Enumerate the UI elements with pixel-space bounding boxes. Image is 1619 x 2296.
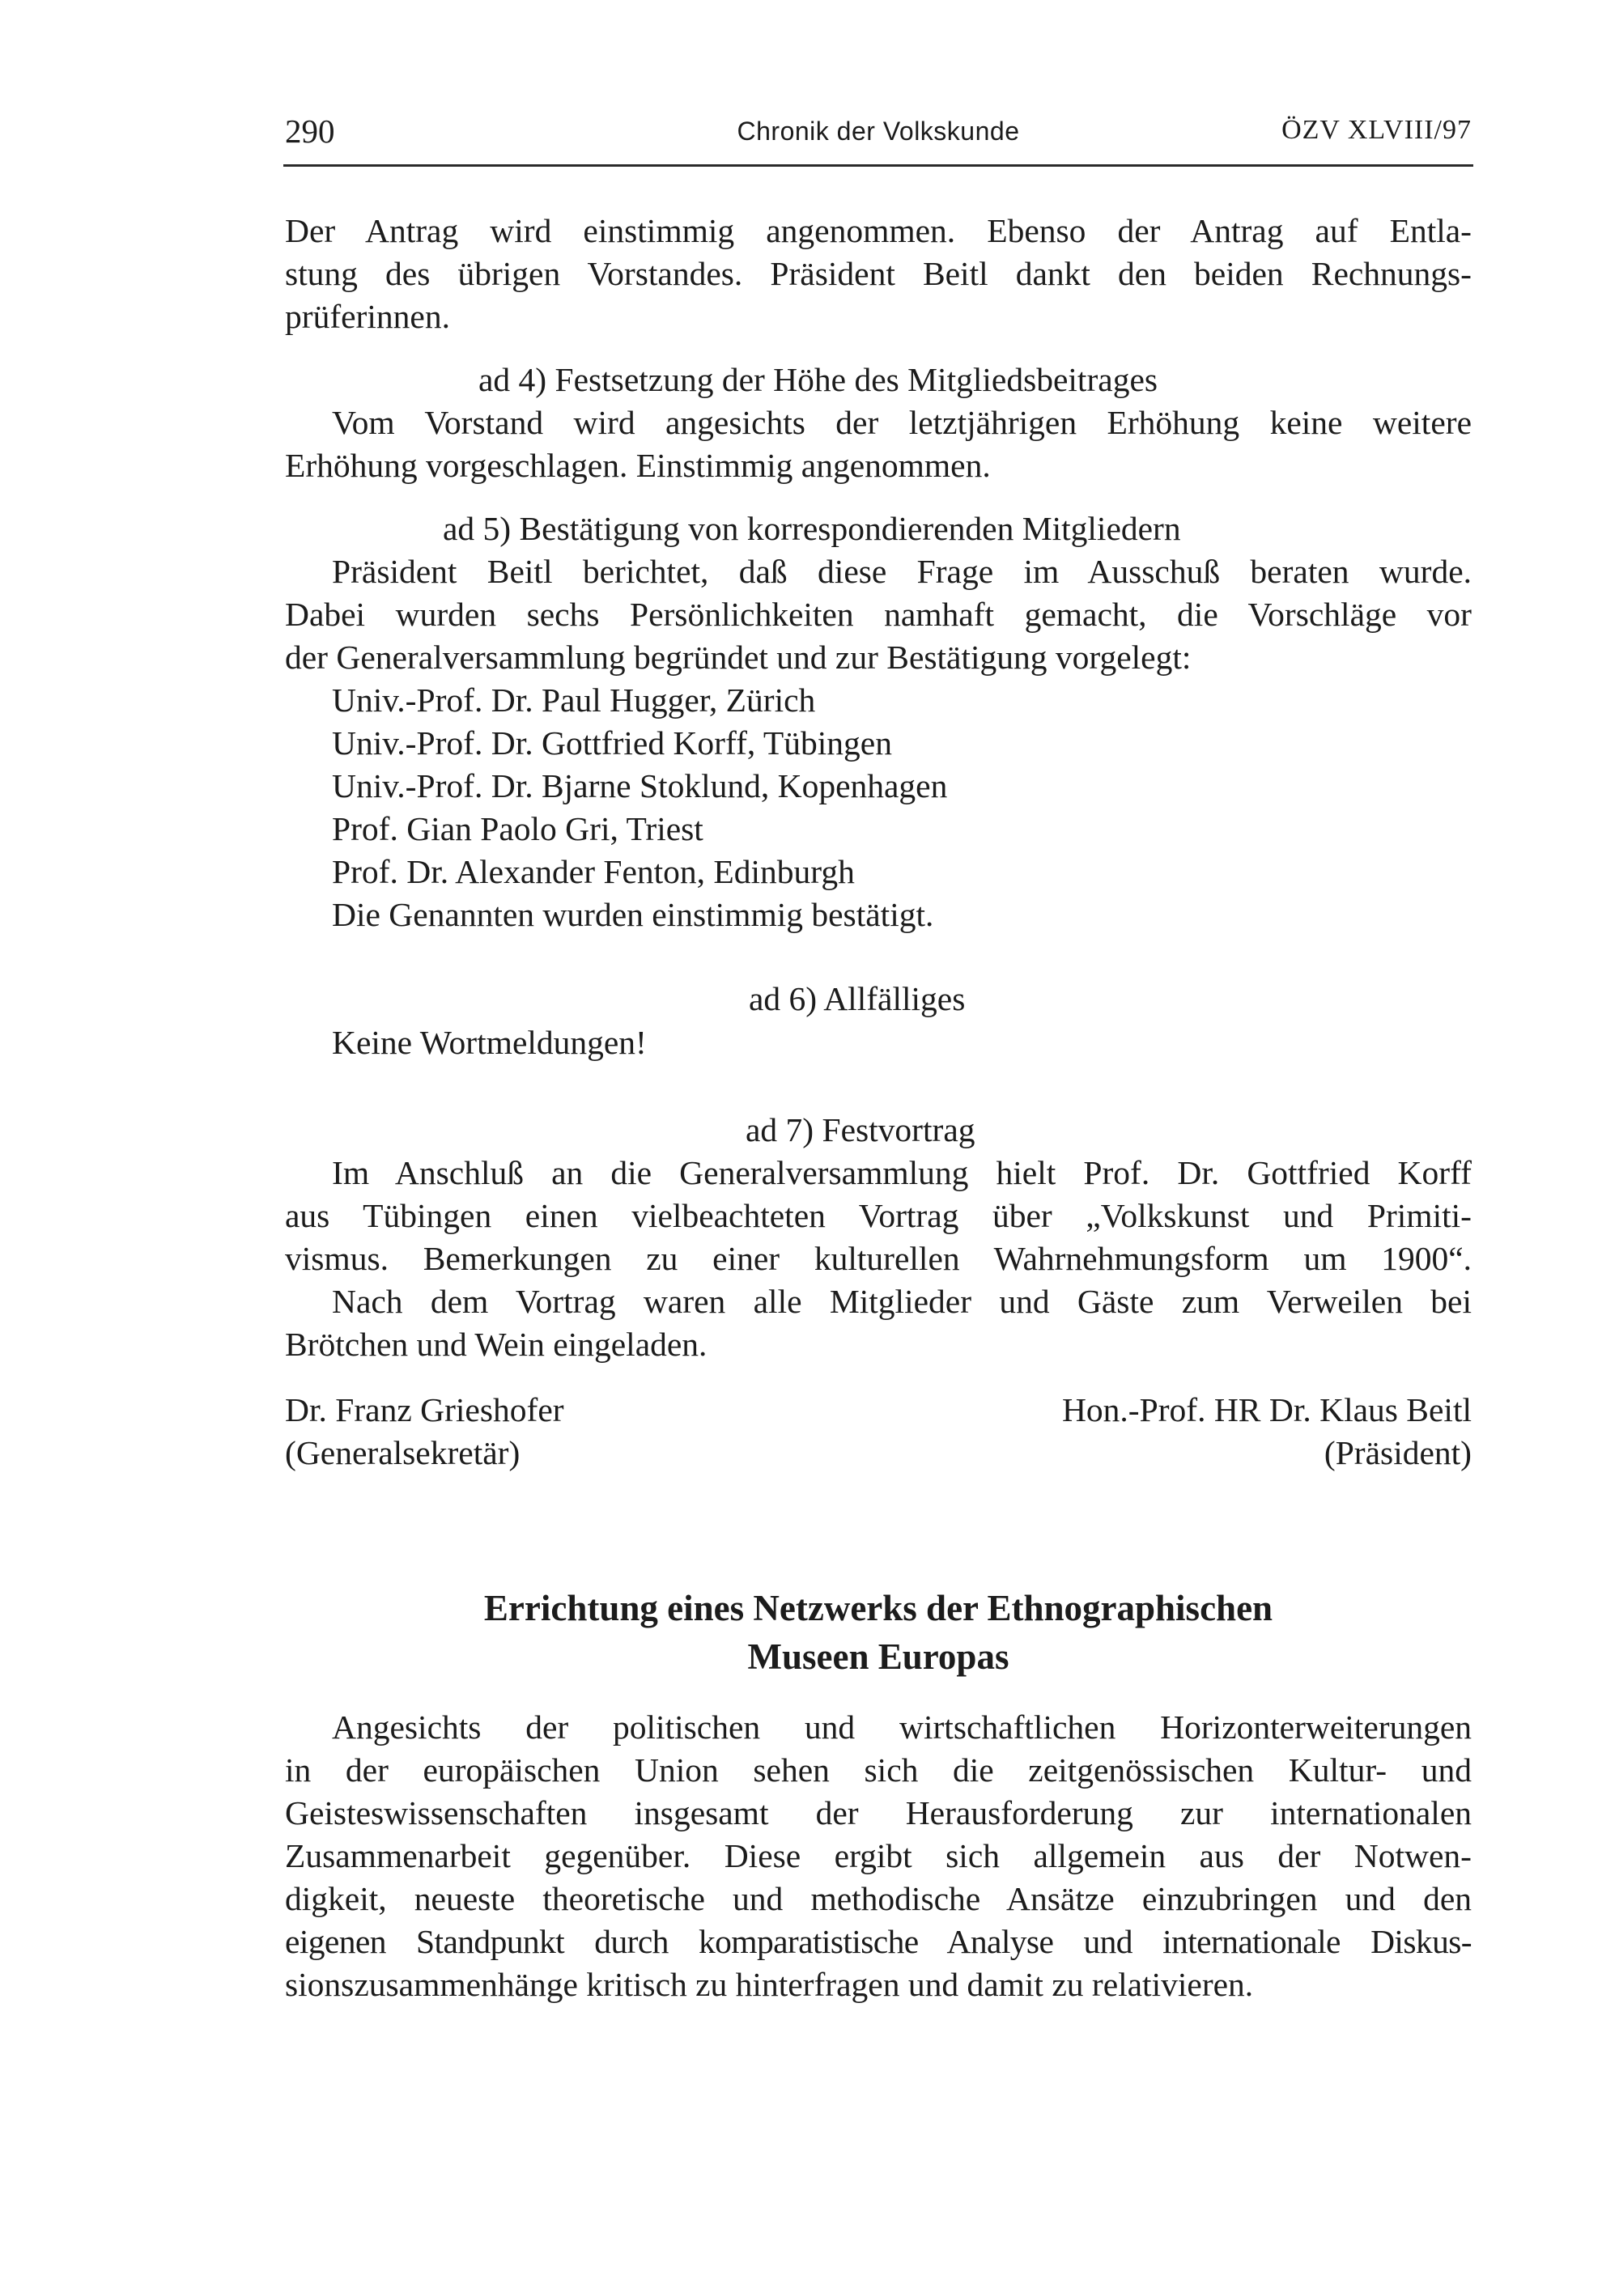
article-body-line-3: Geisteswissenschaften insgesamt der Herausforderung zur internationalen [285, 1794, 1472, 1831]
ad7-line-4: Nach dem Vortrag waren alle Mitglieder und Gäste zum Verweilen bei [332, 1283, 1472, 1320]
ad7-line-2: aus Tübingen einen vielbeachteten Vortrag über „Volkskunst und Primiti- [285, 1197, 1472, 1234]
signature-right-name: Hon.-Prof. HR Dr. Klaus Beitl [1061, 1391, 1472, 1428]
minutes-paragraph-1-line-3: prüferinnen. [285, 298, 450, 335]
ad7-line-3: vismus. Bemerkungen zu einer kulturellen Wahrnehmungsform um 1900“. [285, 1240, 1472, 1277]
journal-volume: ÖZV XLVIII/97 [1281, 115, 1472, 145]
minutes-paragraph-1-line-2: stung des übrigen Vorstandes. Präsident Beitl dankt den beiden Rechnungs- [285, 255, 1472, 292]
article-body-line-6: eigenen Standpunkt durch komparatistische Analyse und internationale Diskus- [285, 1923, 1472, 1960]
ad4-line-1: Vom Vorstand wird angesichts der letztjährigen Erhöhung keine weitere [332, 404, 1472, 441]
member-list-item: Prof. Dr. Alexander Fenton, Edinburgh [332, 853, 855, 890]
ad4-line-2: Erhöhung vorgeschlagen. Einstimmig angenommen. [285, 447, 991, 484]
ad7-line-5: Brötchen und Wein eingeladen. [285, 1326, 708, 1363]
header-rule [283, 164, 1473, 167]
running-header [285, 108, 1472, 157]
signature-left-role: (Generalsekretär) [285, 1434, 521, 1471]
article-body-line-7: sionszusammenhänge kritisch zu hinterfragen und damit zu relativieren. [285, 1966, 1254, 2003]
ad7-line-1: Im Anschluß an die Generalversammlung hielt Prof. Dr. Gottfried Korff [332, 1154, 1472, 1191]
article-body-line-4: Zusammenarbeit gegenüber. Diese ergibt sich allgemein aus der Notwen- [285, 1837, 1472, 1874]
page-number: 290 [285, 112, 335, 150]
member-list-item: Univ.-Prof. Dr. Paul Hugger, Zürich [332, 681, 816, 719]
article-body-line-1: Angesichts der politischen und wirtschaftlichen Horizonterweiterungen [332, 1708, 1472, 1746]
member-list-item: Prof. Gian Paolo Gri, Triest [332, 810, 703, 847]
ad5-line-3: der Generalversammlung begründet und zur Bestätigung vorgelegt: [285, 639, 1192, 676]
ad4-title: ad 4) Festsetzung der Höhe des Mitgliedsbeitrages [478, 361, 1158, 398]
ad7-title: ad 7) Festvortrag [746, 1111, 975, 1148]
ad6-title: ad 6) Allfälliges [749, 980, 966, 1017]
confirmation-line: Die Genannten wurden einstimmig bestätigt. [332, 896, 934, 933]
member-list-item: Univ.-Prof. Dr. Gottfried Korff, Tübingen [332, 724, 892, 762]
signature-left-name: Dr. Franz Grieshofer [285, 1391, 564, 1428]
signature-right-role: (Präsident) [1324, 1434, 1472, 1471]
ad6-text: Keine Wortmeldungen! [332, 1024, 647, 1061]
minutes-paragraph-1-line-1: Der Antrag wird einstimmig angenommen. Ebenso der Antrag auf Entla- [285, 212, 1472, 249]
ad5-title: ad 5) Bestätigung von korrespondierenden Mitgliedern [443, 510, 1181, 547]
article-heading-line-2: Museen Europas [747, 1636, 1009, 1677]
running-title: Chronik der Volkskunde [737, 117, 1020, 146]
article-heading-line-1: Errichtung eines Netzwerks der Ethnographischen [483, 1588, 1273, 1628]
ad5-line-1: Präsident Beitl berichtet, daß diese Frage im Ausschuß beraten wurde. [332, 553, 1472, 590]
member-list-item: Univ.-Prof. Dr. Bjarne Stoklund, Kopenhagen [332, 767, 948, 804]
article-body-line-2: in der europäischen Union sehen sich die zeitgenössischen Kultur- und [285, 1751, 1472, 1789]
article-body-line-5: digkeit, neueste theoretische und methodische Ansätze einzubringen und den [285, 1880, 1472, 1917]
ad5-line-2: Dabei wurden sechs Persönlichkeiten namhaft gemacht, die Vorschläge vor [285, 596, 1472, 633]
